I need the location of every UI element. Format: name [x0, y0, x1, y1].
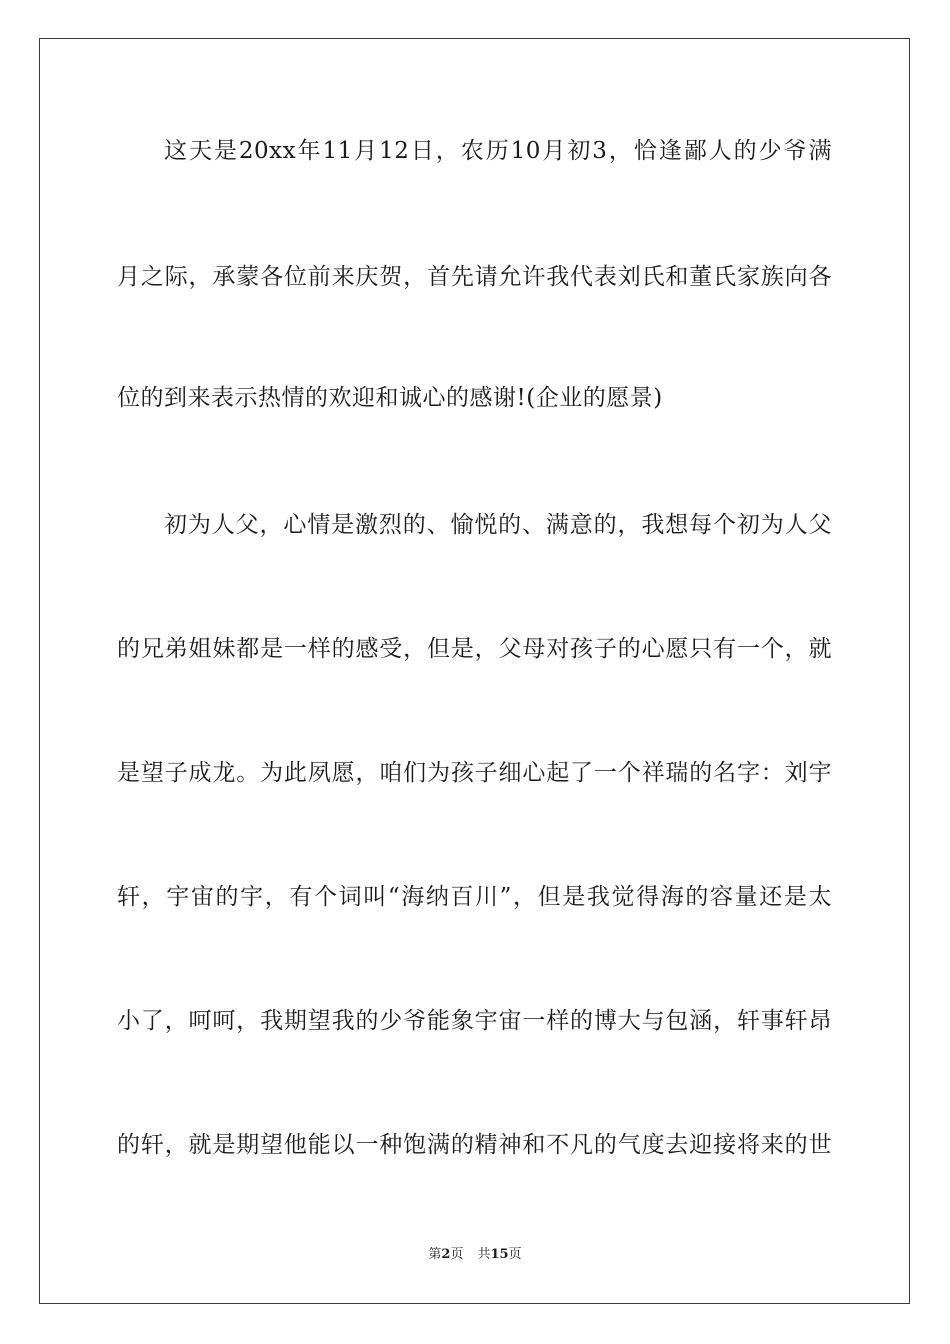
page-border — [39, 38, 910, 1304]
paragraph-line: 的轩，就是期望他能以一种饱满的精神和不凡的气度去迎接将来的世 — [117, 1132, 832, 1158]
paragraph-line: 初为人父，心情是激烈的、愉悦的、满意的，我想每个初为人父 — [164, 512, 832, 538]
page-number: 2 — [441, 1247, 451, 1262]
total-suffix: 页 — [508, 1247, 522, 1262]
paragraph-line: 轩，宇宙的宇，有个词叫“海纳百川”，但是我觉得海的容量还是太 — [117, 884, 832, 910]
paragraph-line: 小了，呵呵，我期望我的少爷能象宇宙一样的博大与包涵，轩事轩昂 — [117, 1008, 832, 1034]
page-prefix: 第 — [428, 1247, 442, 1262]
paragraph-line: 是望子成龙。为此夙愿，咱们为孩子细心起了一个祥瑞的名字：刘宇 — [117, 760, 832, 786]
page-suffix: 页 — [450, 1247, 464, 1262]
paragraph-line: 位的到来表示热情的欢迎和诚心的感谢!(企业的愿景) — [117, 385, 663, 411]
page-footer — [0, 1246, 950, 1264]
total-prefix: 共 — [477, 1247, 491, 1262]
paragraph-line: 的兄弟姐妹都是一样的感受，但是，父母对孩子的心愿只有一个，就 — [117, 636, 832, 662]
paragraph-line: 月之际，承蒙各位前来庆贺，首先请允许我代表刘氏和董氏家族向各 — [117, 264, 832, 290]
paragraph-line: 这天是20xx年11月12日，农历10月初3，恰逢鄙人的少爷满 — [164, 138, 832, 164]
total-pages: 15 — [490, 1247, 509, 1262]
